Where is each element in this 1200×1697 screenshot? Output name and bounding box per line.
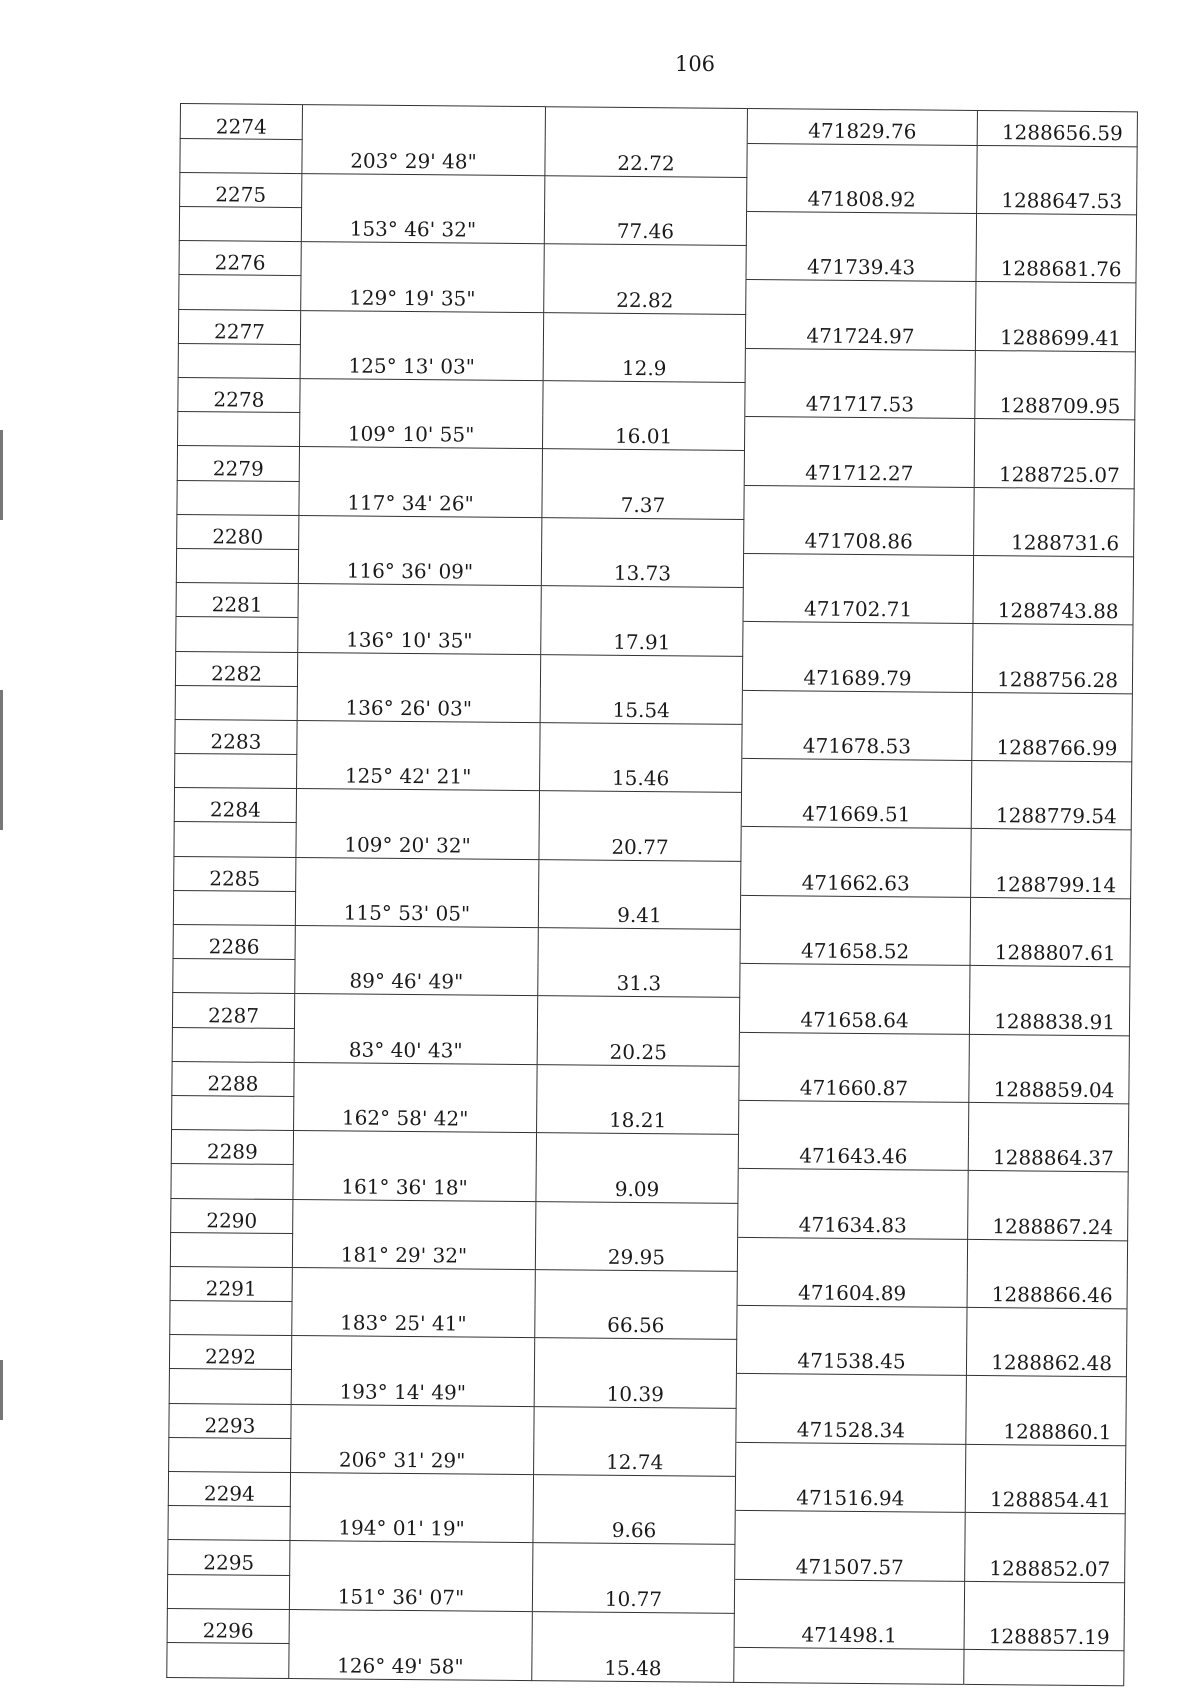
empty-cell: [739, 1032, 969, 1068]
empty-cell: [537, 1064, 739, 1100]
segment-distance: 10.77: [532, 1577, 734, 1613]
y-coordinate: 1288725.07: [974, 453, 1134, 489]
empty-cell: [973, 555, 1133, 591]
empty-cell: [172, 1027, 294, 1062]
x-coordinate: 471669.51: [741, 793, 971, 829]
empty-cell: [171, 1164, 293, 1199]
bearing-angle: 116° 36' 09": [298, 549, 541, 585]
y-coordinate: 1288779.54: [971, 795, 1131, 831]
bearing-angle: 153° 46' 32": [301, 208, 544, 244]
empty-cell: [533, 1475, 735, 1511]
x-coordinate: 471712.27: [744, 451, 974, 487]
table-body: [167, 104, 1138, 1686]
empty-cell: [301, 242, 544, 278]
segment-distance: 22.72: [545, 141, 747, 177]
y-coordinate: 1288647.53: [977, 179, 1137, 215]
bearing-angle: 181° 29' 32": [292, 1233, 535, 1269]
empty-cell: [966, 1376, 1126, 1412]
point-number: 2295: [168, 1540, 290, 1575]
x-coordinate: 471708.86: [744, 519, 974, 555]
empty-cell: [964, 1649, 1124, 1685]
empty-cell: [544, 244, 746, 280]
empty-cell: [533, 1543, 735, 1579]
empty-cell: [542, 449, 744, 485]
empty-cell: [536, 1201, 738, 1237]
empty-cell: [744, 485, 974, 521]
empty-cell: [298, 584, 541, 620]
y-coordinate: 1288859.04: [969, 1068, 1129, 1104]
y-coordinate: 1288866.46: [967, 1273, 1127, 1309]
point-number: 2279: [177, 446, 299, 481]
empty-cell: [972, 692, 1132, 728]
empty-cell: [970, 966, 1130, 1002]
point-number: 2294: [168, 1471, 290, 1506]
empty-cell: [734, 1579, 964, 1615]
empty-cell: [302, 173, 545, 209]
empty-cell: [172, 1095, 294, 1130]
x-coordinate: 471634.83: [738, 1203, 968, 1239]
bearing-angle: 125° 13' 03": [300, 344, 543, 380]
empty-cell: [538, 928, 740, 964]
empty-cell: [532, 1611, 734, 1647]
empty-cell: [736, 1442, 966, 1478]
point-number: 2286: [173, 924, 295, 959]
empty-cell: [173, 890, 295, 925]
empty-cell: [170, 1232, 292, 1267]
empty-cell: [973, 624, 1133, 660]
page-number: 106: [674, 52, 716, 76]
segment-row: [167, 1642, 1124, 1685]
empty-cell: [977, 145, 1137, 181]
empty-cell: [537, 996, 739, 1032]
empty-cell: [741, 827, 971, 863]
coordinates-table: [166, 103, 1138, 1686]
empty-cell: [541, 586, 743, 622]
empty-cell: [176, 548, 298, 583]
empty-cell: [542, 517, 744, 553]
empty-cell: [971, 760, 1131, 796]
x-coordinate: 471658.64: [739, 998, 969, 1034]
empty-cell: [178, 412, 300, 447]
point-number: 2290: [171, 1198, 293, 1233]
empty-cell: [539, 791, 741, 827]
empty-cell: [968, 1171, 1128, 1207]
empty-cell: [295, 926, 538, 962]
empty-cell: [740, 964, 970, 1000]
empty-cell: [534, 1406, 736, 1442]
point-number: 2277: [178, 309, 300, 344]
empty-cell: [174, 822, 296, 857]
x-coordinate: 471678.53: [742, 724, 972, 760]
empty-cell: [746, 280, 976, 316]
segment-distance: 15.54: [540, 688, 742, 724]
segment-distance: 22.82: [544, 278, 746, 314]
x-coordinate: 471658.52: [740, 929, 970, 965]
empty-cell: [969, 1034, 1129, 1070]
segment-distance: 20.77: [539, 825, 741, 861]
empty-cell: [742, 758, 972, 794]
y-coordinate: 1288862.48: [966, 1342, 1126, 1378]
empty-cell: [178, 343, 300, 378]
empty-cell: [536, 1133, 738, 1169]
empty-cell: [976, 282, 1136, 318]
empty-cell: [747, 143, 977, 179]
empty-cell: [176, 617, 298, 652]
empty-cell: [975, 350, 1135, 386]
y-coordinate: 1288867.24: [968, 1205, 1128, 1241]
empty-cell: [744, 417, 974, 453]
x-coordinate: 471702.71: [743, 588, 973, 624]
empty-cell: [971, 829, 1131, 865]
empty-cell: [296, 789, 539, 825]
x-coordinate: 471660.87: [739, 1066, 969, 1102]
point-number: 2292: [169, 1335, 291, 1370]
empty-cell: [299, 515, 542, 551]
empty-cell: [740, 895, 970, 931]
empty-cell: [737, 1237, 967, 1273]
empty-cell: [169, 1369, 291, 1404]
segment-distance: 9.66: [533, 1509, 735, 1545]
y-coordinate: 1288854.41: [965, 1478, 1125, 1514]
segment-distance: 29.95: [535, 1235, 737, 1271]
y-coordinate: 1288731.6: [974, 521, 1134, 557]
empty-cell: [294, 994, 537, 1030]
empty-cell: [179, 207, 301, 242]
bearing-angle: 161° 36' 18": [293, 1165, 536, 1201]
bearing-angle: 136° 10' 35": [298, 618, 541, 654]
empty-cell: [300, 379, 543, 415]
empty-cell: [180, 138, 302, 173]
point-number: 2280: [177, 514, 299, 549]
scan-edge-mark: [0, 690, 3, 830]
segment-distance: 77.46: [544, 210, 746, 246]
x-coordinate: 471808.92: [747, 177, 977, 213]
empty-cell: [290, 1473, 533, 1509]
empty-cell: [969, 1102, 1129, 1138]
empty-cell: [545, 176, 747, 212]
y-coordinate: 1288860.1: [966, 1410, 1126, 1446]
y-coordinate: 1288799.14: [971, 863, 1131, 899]
empty-cell: [170, 1301, 292, 1336]
empty-cell: [167, 1642, 289, 1678]
x-coordinate: 471739.43: [746, 246, 976, 282]
empty-cell: [742, 690, 972, 726]
coordinates-table-wrapper: [166, 103, 1138, 1686]
empty-cell: [535, 1270, 737, 1306]
bearing-angle: 129° 19' 35": [301, 276, 544, 312]
x-coordinate: 471689.79: [742, 656, 972, 692]
bearing-angle: 206° 31' 29": [291, 1438, 534, 1474]
empty-cell: [290, 1541, 533, 1577]
segment-distance: 15.48: [532, 1646, 734, 1682]
segment-distance: 9.41: [538, 893, 740, 929]
x-coordinate: 471538.45: [736, 1340, 966, 1376]
point-number: 2284: [174, 788, 296, 823]
y-coordinate: 1288709.95: [975, 384, 1135, 420]
empty-cell: [974, 419, 1134, 455]
point-number: 2285: [174, 856, 296, 891]
empty-cell: [291, 1404, 534, 1440]
empty-cell: [974, 487, 1134, 523]
empty-cell: [967, 1307, 1127, 1343]
segment-distance: 66.56: [535, 1304, 737, 1340]
segment-distance: 17.91: [541, 620, 743, 656]
segment-distance: 18.21: [537, 1099, 739, 1135]
empty-cell: [296, 857, 539, 893]
point-number: 2274: [180, 104, 302, 140]
empty-cell: [737, 1305, 967, 1341]
x-coordinate: 471662.63: [741, 861, 971, 897]
segment-distance: 31.3: [538, 962, 740, 998]
empty-cell: [967, 1239, 1127, 1275]
empty-cell: [175, 754, 297, 789]
y-coordinate: 1288864.37: [968, 1137, 1128, 1173]
empty-cell: [970, 897, 1130, 933]
bearing-angle: 183° 25' 41": [292, 1302, 535, 1338]
empty-cell: [534, 1338, 736, 1374]
y-coordinate: 1288852.07: [965, 1547, 1125, 1583]
bearing-angle: 83° 40' 43": [294, 1028, 537, 1064]
empty-cell: [964, 1581, 1124, 1617]
point-number: 2283: [175, 719, 297, 754]
empty-cell: [293, 1199, 536, 1235]
segment-distance: 13.73: [541, 552, 743, 588]
bearing-angle: 115° 53' 05": [295, 891, 538, 927]
y-coordinate: 1288838.91: [969, 1000, 1129, 1036]
empty-cell: [743, 622, 973, 658]
scan-edge-mark: [0, 430, 3, 520]
point-number: 2287: [172, 993, 294, 1028]
empty-cell: [173, 959, 295, 994]
empty-cell: [539, 859, 741, 895]
empty-cell: [167, 1574, 289, 1609]
empty-cell: [175, 685, 297, 720]
bearing-angle: 151° 36' 07": [289, 1575, 532, 1611]
empty-cell: [177, 480, 299, 515]
point-number: 2281: [176, 583, 298, 618]
segment-distance: 12.74: [534, 1440, 736, 1476]
x-coordinate: 471516.94: [735, 1476, 965, 1512]
y-coordinate: 1288766.99: [972, 726, 1132, 762]
x-coordinate: 471604.89: [737, 1271, 967, 1307]
empty-cell: [745, 348, 975, 384]
segment-distance: 9.09: [536, 1167, 738, 1203]
empty-cell: [746, 212, 976, 248]
point-number: 2276: [179, 241, 301, 276]
y-coordinate: 1288857.19: [964, 1615, 1124, 1651]
bearing-angle: 109° 20' 32": [296, 823, 539, 859]
empty-cell: [543, 381, 745, 417]
point-number: 2296: [167, 1608, 289, 1643]
x-coordinate: 471507.57: [735, 1545, 965, 1581]
empty-cell: [291, 1336, 534, 1372]
bearing-angle: 117° 34' 26": [299, 481, 542, 517]
empty-cell: [297, 720, 540, 756]
segment-distance: 16.01: [542, 415, 744, 451]
bearing-angle: 162° 58' 42": [294, 1096, 537, 1132]
empty-cell: [540, 654, 742, 690]
bearing-angle: 203° 29' 48": [302, 139, 545, 175]
segment-distance: 7.37: [542, 483, 744, 519]
empty-cell: [294, 1062, 537, 1098]
empty-cell: [738, 1169, 968, 1205]
bearing-angle: 125° 42' 21": [297, 755, 540, 791]
empty-cell: [293, 1131, 536, 1167]
empty-cell: [297, 652, 540, 688]
empty-cell: [543, 312, 745, 348]
x-coordinate: 471829.76: [747, 108, 977, 145]
empty-cell: [965, 1513, 1125, 1549]
empty-cell: [540, 723, 742, 759]
segment-distance: 15.46: [540, 757, 742, 793]
y-coordinate: 1288656.59: [977, 110, 1137, 146]
x-coordinate: 471498.1: [734, 1613, 964, 1649]
y-coordinate: 1288681.76: [976, 248, 1136, 284]
bearing-angle: 193° 14' 49": [291, 1370, 534, 1406]
x-coordinate: 471717.53: [745, 382, 975, 418]
x-coordinate: 471724.97: [745, 314, 975, 350]
bearing-angle: 194° 01' 19": [290, 1507, 533, 1543]
point-number: 2275: [180, 172, 302, 207]
point-number: 2289: [171, 1130, 293, 1165]
empty-cell: [292, 1267, 535, 1303]
bearing-angle: 126° 49' 58": [289, 1643, 532, 1680]
x-coordinate: 471643.46: [738, 1135, 968, 1171]
empty-cell: [169, 1437, 291, 1472]
y-coordinate: 1288756.28: [972, 658, 1132, 694]
empty-cell: [966, 1444, 1126, 1480]
empty-cell: [179, 275, 301, 310]
point-number: 2291: [170, 1266, 292, 1301]
segment-distance: 12.9: [543, 346, 745, 382]
empty-cell: [168, 1506, 290, 1541]
empty-cell: [289, 1609, 532, 1645]
y-coordinate: 1288699.41: [975, 316, 1135, 352]
empty-cell: [545, 107, 747, 143]
empty-cell: [976, 214, 1136, 250]
empty-cell: [735, 1511, 965, 1547]
point-number: 2278: [178, 377, 300, 412]
empty-cell: [734, 1647, 964, 1684]
point-number: 2293: [169, 1403, 291, 1438]
point-number: 2288: [172, 1061, 294, 1096]
y-coordinate: 1288743.88: [973, 590, 1133, 626]
empty-cell: [736, 1374, 966, 1410]
bearing-angle: 136° 26' 03": [297, 686, 540, 722]
y-coordinate: 1288807.61: [970, 931, 1130, 967]
empty-cell: [739, 1100, 969, 1136]
empty-cell: [299, 447, 542, 483]
x-coordinate: 471528.34: [736, 1408, 966, 1444]
segment-distance: 20.25: [537, 1030, 739, 1066]
point-number: 2282: [175, 651, 297, 686]
empty-cell: [743, 553, 973, 589]
empty-cell: [302, 105, 545, 142]
bearing-angle: 109° 10' 55": [300, 413, 543, 449]
empty-cell: [300, 310, 543, 346]
segment-distance: 10.39: [534, 1372, 736, 1408]
scan-edge-mark: [0, 1360, 3, 1420]
bearing-angle: 89° 46' 49": [295, 960, 538, 996]
